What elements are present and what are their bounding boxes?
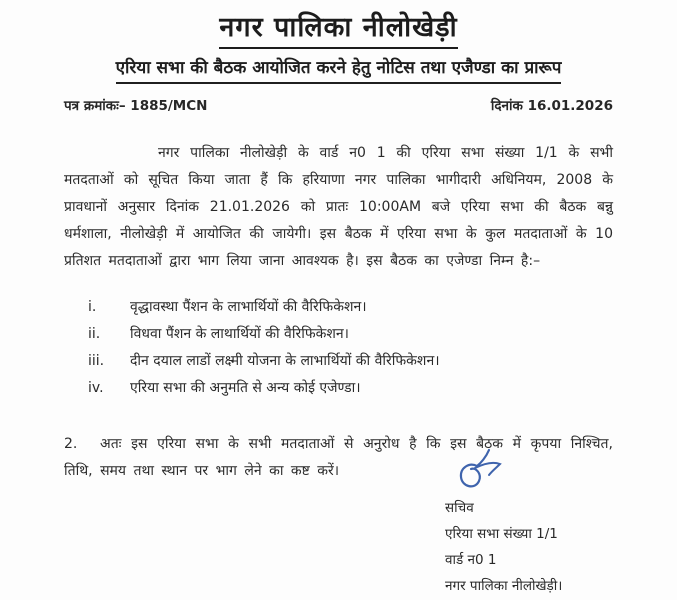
signatory-ward: वार्ड न0 1 [445,552,497,568]
agenda-item-text: एरिया सभा की अनुमति से अन्य कोई एजेण्डा। [130,379,361,396]
paragraph-1: नगर पालिका नीलोखेड़ी के वार्ड न0 1 की एरिया सभा संख्या 1/1 के सभी मतदताओं को सूचित किया जाता हैं कि हरियाणा नगर पालिका भागीदारी अधिनियम, 2008 के प्रावधानों अनुसार दिनांक 21.01.2026 को प्रातः 10:00AM बजे एरिया सभा की बैठक बन्नु धर्मशाला, नीलोखेड़ी में आयोजित की जायेगी। इस बैठक में एरिया सभा के कुल मतदाताओं के 10 प्रतिशत मतदाताओं द्वारा भाग लिया जाना आवश्यक है। इस बैठक का एजेण्डा निम्न है:– [64,144,613,269]
meta-row [64,96,613,114]
letter-number: पत्र क्रमांकः– 1885/MCN [64,97,208,114]
agenda-item [88,348,613,375]
document-subtitle [64,58,613,83]
paragraph-2-text: अतः इस एरिया सभा के सभी मतदाताओं से अनुरोध है कि इस बैठक में कृपया निश्चित, तिथि, समय तथा स्थान पर भाग लेने का कष्ट करें। [64,435,613,479]
agenda-list [88,294,613,402]
document-subtitle-text: एरिया सभा की बैठक आयोजित करने हेतु नोटिस तथा एजैण्डा का प्रारूप [116,58,562,83]
signatory-area-sabha: एरिया सभा संख्या 1/1 [445,526,558,542]
signature-block [445,447,562,599]
signatory-municipality: नगर पालिका नीलोखेड़ी। [445,578,563,594]
agenda-item [88,294,613,321]
agenda-item-text: वृद्धावस्था पैंशन के लाभार्थियों की वैरिफिकेशन। [130,298,367,315]
agenda-item-number: i. [88,298,97,315]
signatory-role: सचिव [445,500,474,516]
agenda-item [88,321,613,348]
handwritten-signature-icon [453,447,511,493]
document-title [64,12,613,49]
document-title-text: नगर पालिका नीलोखेड़ी [219,12,457,49]
paragraph-2-number: 2. [64,435,78,452]
agenda-item-text: दीन दयाल लाडों लक्ष्मी योजना के लाभार्थियों की वैरिफिकेशन। [130,352,440,369]
agenda-item-number: ii. [88,325,101,342]
agenda-item-number: iii. [88,352,105,369]
agenda-item [88,375,613,402]
document-date: दिनांक 16.01.2026 [490,97,613,114]
agenda-item-text: विधवा पैंशन के लाथार्थियों की वैरिफिकेशन। [130,325,349,342]
agenda-item-number: iv. [88,379,104,396]
